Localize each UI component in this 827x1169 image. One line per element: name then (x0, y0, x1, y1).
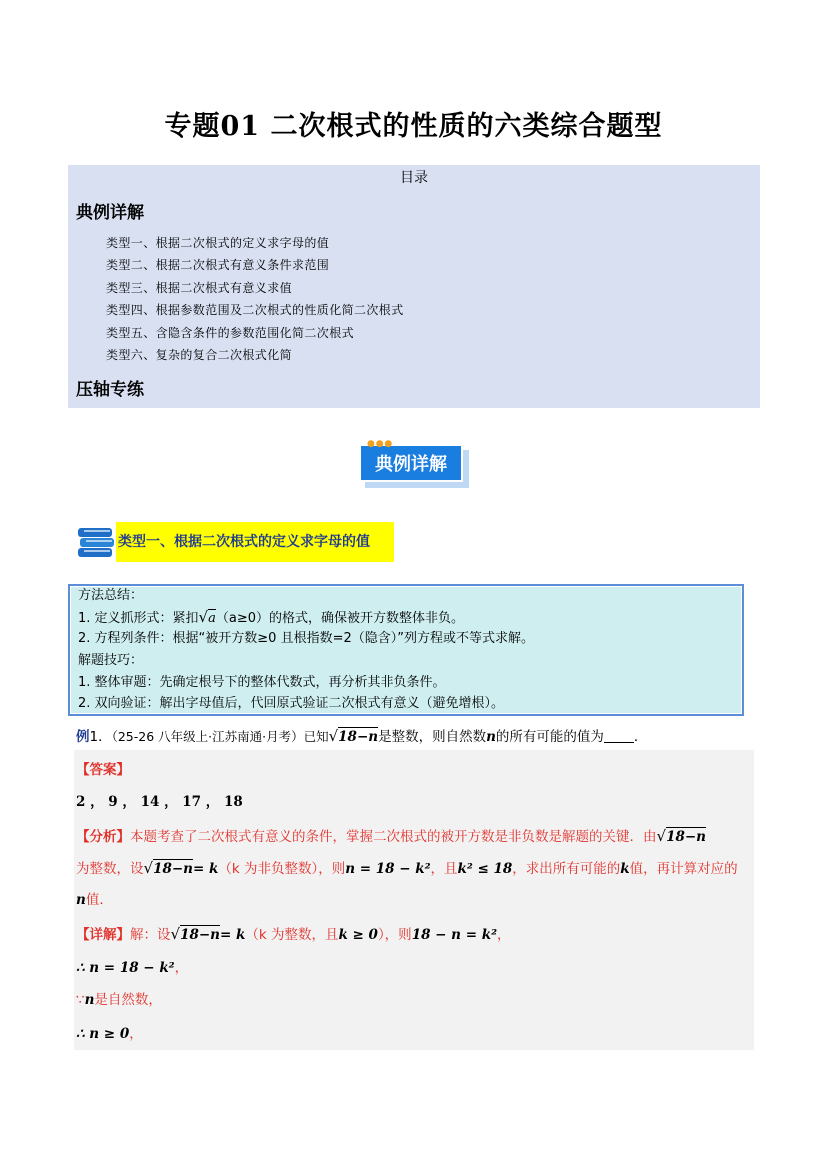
sqrt-expr: a (208, 611, 216, 626)
analysis-line-1 (76, 826, 706, 847)
analysis-line-3 (76, 890, 113, 910)
detail-line-1 (76, 924, 510, 945)
detail-text: ， (129, 1026, 143, 1042)
toc-item[interactable]: 类型五、含隐含条件的参数范围化简二次根式 (106, 325, 355, 340)
toc-heading: 目录 (400, 170, 428, 186)
example-text: 是整数，则自然数 (378, 729, 487, 745)
analysis-text: 为整数，设 (76, 861, 144, 877)
math-expr: n (84, 992, 95, 1008)
analysis-tag: 【分析】 (76, 829, 130, 845)
sqrt-icon: √ (143, 859, 154, 877)
tip-item-1: 1. 整体审题：先确定根号下的整体代数式，再分析其非负条件。 (78, 675, 446, 690)
sqrt-icon: √ (170, 925, 181, 943)
analysis-text: ，且 (430, 861, 458, 877)
analysis-text: （k 为非负整数），则 (218, 861, 346, 877)
sqrt-expr: 18−n (666, 829, 706, 845)
toc-item[interactable]: 类型四、根据参数范围及二次根式的性质化简二次根式 (106, 303, 404, 318)
sqrt-icon: √ (656, 827, 667, 845)
sqrt-icon: √ (328, 727, 339, 745)
answer-box (74, 750, 754, 1050)
sqrt-expr: 18−n (153, 861, 193, 877)
sqrt-expr: 18−n (180, 927, 220, 943)
detail-text: （k 为整数，且 (245, 927, 339, 943)
detail-line-3 (76, 990, 162, 1010)
banner-dots-icon: ● ● ● (367, 439, 392, 449)
detail-text: 是自然数， (94, 992, 162, 1008)
type-heading: 类型一、根据二次根式的定义求字母的值 (116, 522, 394, 562)
tips-heading: 解题技巧： (78, 653, 144, 668)
answer-blank[interactable] (604, 728, 634, 743)
toc-item[interactable]: 类型一、根据二次根式的定义求字母的值 (106, 236, 330, 250)
analysis-text: 本题考查了二次根式有意义的条件，掌握二次根式的被开方数是非负数是解题的关键．由 (130, 829, 657, 845)
example-text: 的所有可能的值为 (495, 729, 604, 745)
answer-tag: 【答案】 (76, 762, 130, 778)
math-expr: k (620, 861, 630, 877)
method-heading: 方法总结： (78, 588, 144, 603)
toc-item[interactable]: 类型二、根据二次根式有意义条件求范围 (106, 258, 330, 273)
detail-text: ∵ (76, 992, 85, 1008)
variable: n (486, 729, 496, 745)
math-expr: ∴ n = 18 − k² (76, 960, 175, 976)
math-expr: ∴ n ≥ 0 (76, 1026, 130, 1042)
method-text: （a≥0）的格式，确保被开方数整体非负。 (215, 611, 465, 626)
analysis-text: 值，再计算对应的 (629, 861, 738, 877)
analysis-text: ，求出所有可能的 (512, 861, 621, 877)
page-title: 专题01 二次根式的性质的六类综合题型 (164, 111, 663, 142)
detail-text: 解：设 (130, 927, 171, 943)
math-expr: k ≥ 0 (338, 927, 378, 943)
math-expr: = k (192, 861, 219, 877)
sqrt-icon: √ (198, 608, 209, 626)
math-expr: n = 18 − k² (345, 861, 431, 877)
math-expr: n (76, 892, 86, 908)
toc-item[interactable]: 类型六、复杂的复合二次根式化简 (106, 347, 293, 362)
example-text: ． (633, 729, 648, 745)
example-number: 1． (89, 729, 112, 745)
section-banner (359, 439, 467, 484)
example-label: 例 (76, 729, 90, 745)
sqrt-expr: 18−n (338, 729, 379, 745)
toc-list (106, 232, 404, 366)
toc-section-practice[interactable]: 压轴专练 (76, 380, 144, 400)
example-source: （25-26 八年级上·江苏南通·月考）已知 (111, 729, 329, 744)
math-expr: 18 − n = k² (411, 927, 497, 943)
math-expr: k² ≤ 18 (457, 861, 513, 877)
books-stack-icon (76, 522, 116, 562)
detail-line-2 (76, 958, 188, 978)
detail-tag: 【详解】 (76, 927, 130, 943)
detail-text: ），则 (377, 927, 412, 943)
method-summary-box (68, 584, 744, 716)
banner-label: 典例详解 (359, 444, 463, 482)
toc-item[interactable]: 类型三、根据二次根式有意义求值 (106, 280, 293, 295)
detail-text: ， (496, 927, 511, 943)
analysis-line-2 (76, 858, 738, 879)
math-expr: = k (219, 927, 246, 943)
detail-line-4 (76, 1024, 143, 1044)
method-item-2: 2. 方程列条件：根据“被开方数≥0 且根指数=2（隐含）”列方程或不等式求解。 (78, 631, 534, 646)
tip-item-2: 2. 双向验证：解出字母值后，代回原式验证二次根式有意义（避免增根）。 (78, 696, 505, 711)
method-item-1 (78, 607, 464, 629)
detail-text: ， (174, 960, 189, 976)
table-of-contents (68, 165, 760, 408)
method-text: 1. 定义抓形式：紧扣 (78, 611, 199, 626)
toc-section-examples[interactable]: 典例详解 (76, 203, 144, 223)
answer-values: 2 ， 9 ， 14 ， 17 ， 18 (76, 794, 243, 810)
example-question (76, 726, 647, 747)
analysis-text: 值． (85, 892, 113, 908)
